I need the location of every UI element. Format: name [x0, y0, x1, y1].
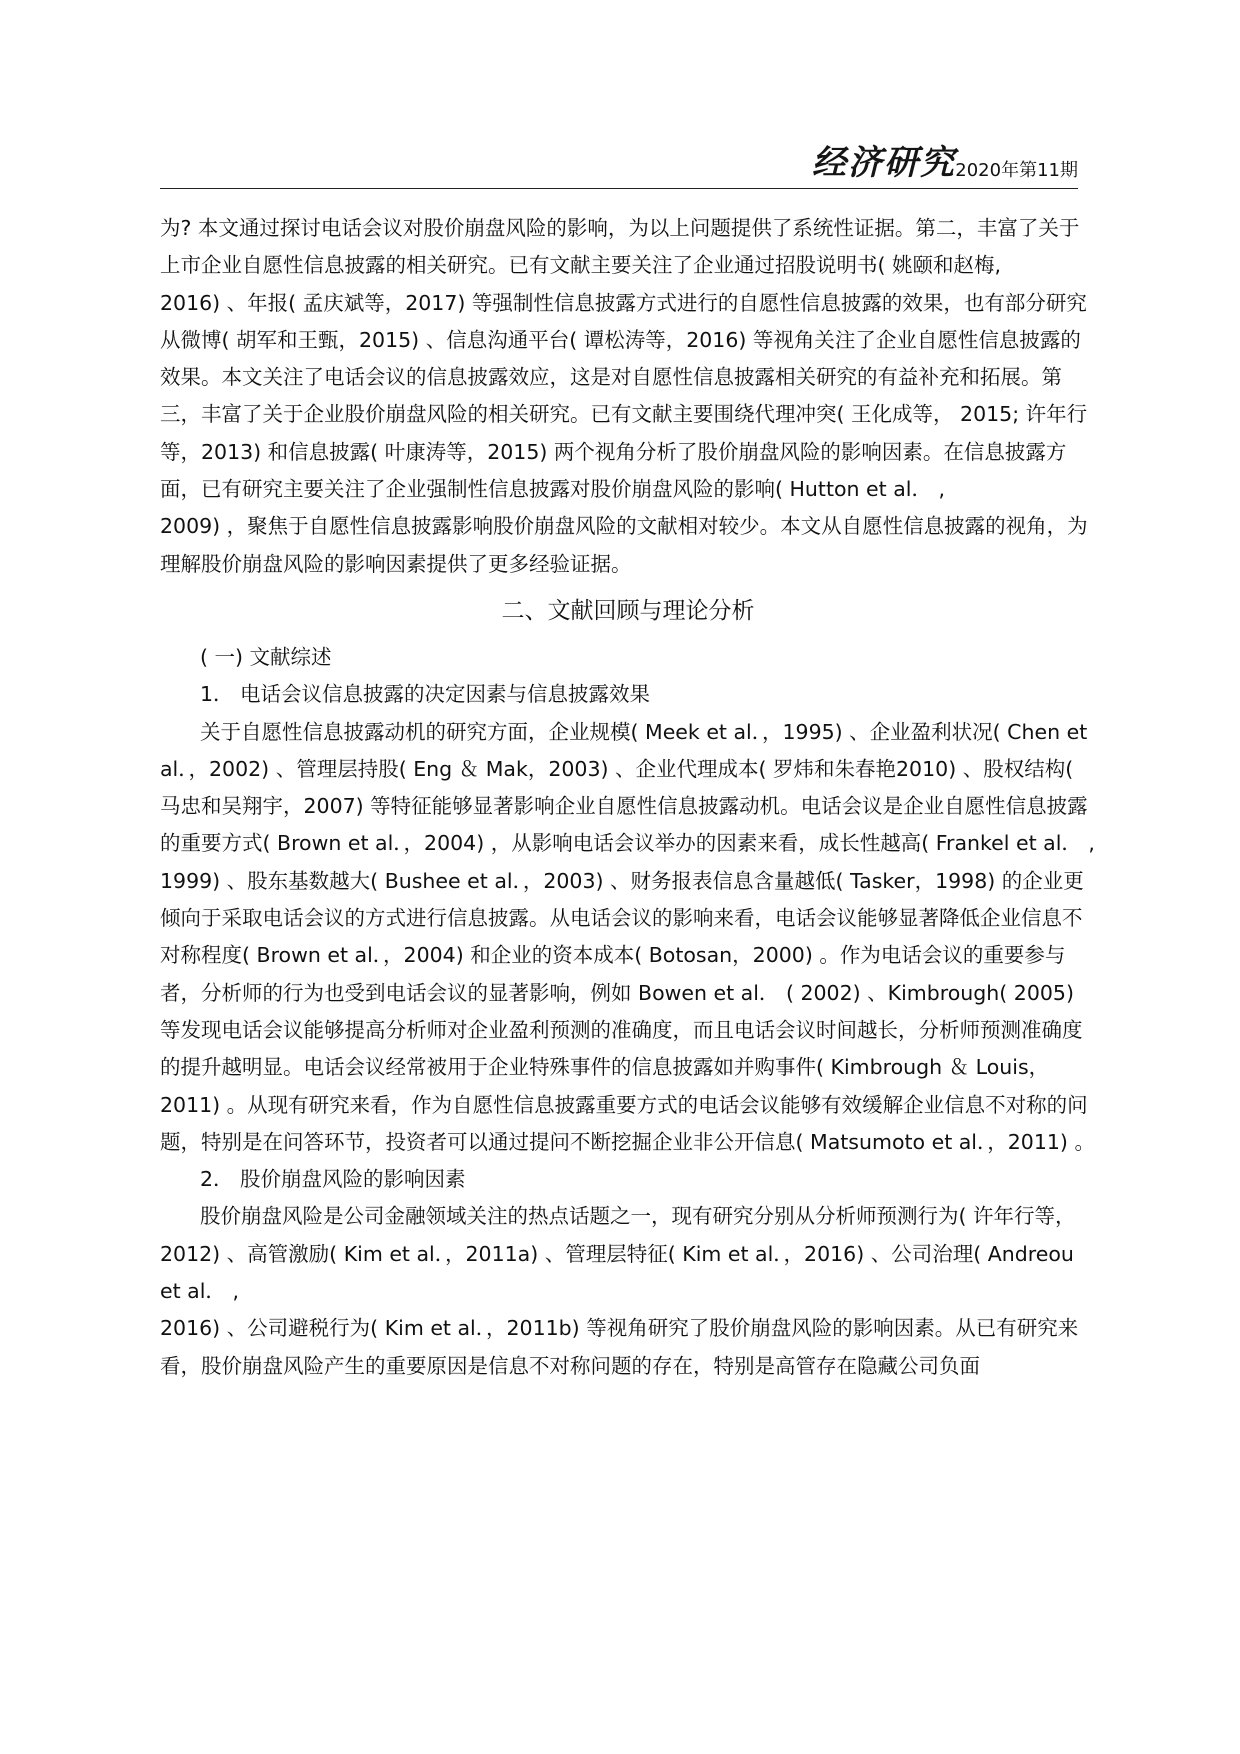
- subsection-title: ( 一) 文献综述: [200, 644, 332, 669]
- paragraph: 1999) 、股东基数越大( Bushee et al．，2003) 、财务报表信息含量越低( Tasker，1998) 的企业更倾向于采取电话会议的方式进行信息披露。从电话会议的影响来看，电话会议能够显著降低企业信息不对称程度( Brown et al．，2004) 和企业的资本成本( Botosan，2000) 。作为电话会议的重要参与者，分析师的行为也受到电话会议的显著影响，例如 Bowen et al． ( 2002) 、Kimbrough( 2005) 等发现电话会议能够提高分析师对企业盈利预测的准确度，而且电话会议时间越长，分析师预测准确度的提升越明显。电话会议经常被用于企业特殊事件的信息披露如并购事件( Kimbrough ＆ Louis，2011) 。从现有研究来看，作为自愿性信息披露重要方式的电话会议能够有效缓解企业信息不对称的问题，特别是在问答环节，投资者可以通过提问不断挖掘企业非公开信息( Matsumoto et al．，2011) 。: [160, 868, 1095, 1154]
- paragraph: 2016) 、年报( 孟庆斌等，2017) 等强制性信息披露方式进行的自愿性信息披露的效果，也有部分研究从微博( 胡军和王甄，2015) 、信息沟通平台( 谭松涛等，2016) 等视角关注了企业自愿性信息披露的效果。本文关注了电话会议的信息披露效应，这是对自愿性信息披露相关研究的有益补充和拓展。第三，丰富了关于企业股价崩盘风险的相关研究。已有文献主要围绕代理冲突( 王化成等， 2015; 许年行等，2013) 和信息披露( 叶康涛等，2015) 两个视角分析了股价崩盘风险的影响因素。在信息披露方面，已有研究主要关注了企业强制性信息披露对股价崩盘风险的影响( Hutton et al． ,: [160, 290, 1088, 502]
- journal-logo: 经济研究: [812, 143, 956, 183]
- page-header: [160, 143, 1078, 189]
- sub2-title: 2． 股价崩盘风险的影响因素: [200, 1167, 466, 1192]
- sub1-title: 1． 电话会议信息披露的决定因素与信息披露效果: [200, 682, 651, 707]
- paragraph: 2016) 、公司避税行为( Kim et al．，2011b) 等视角研究了股价崩盘风险的影响因素。从已有研究来看，股价崩盘风险产生的重要原因是信息不对称问题的存在，特别是高管存在隐藏公司负面: [160, 1316, 1079, 1378]
- article-body: [160, 210, 1096, 1385]
- paragraph: 2009) ，聚焦于自愿性信息披露影响股价崩盘风险的文献相对较少。本文从自愿性信息披露的视角，为理解股价崩盘风险的影响因素提供了更多经验证据。: [160, 514, 1088, 576]
- paragraph: 关于自愿性信息披露动机的研究方面，企业规模( Meek et al．，1995) 、企业盈利状况( Chen et al．，2002) 、管理层持股( Eng ＆ Mak，2003) 、企业代理成本( 罗炜和朱春艳2010) 、股权结构( 马忠和吴翔宇，2007) 等特征能够显著影响企业自愿性信息披露动机。电话会议是企业自愿性信息披露的重要方式( Brown et al．，2004) ，从影响电话会议举办的因素来看，成长性越高( Frankel et al． ,: [160, 719, 1095, 856]
- section-title: 二、文献回顾与理论分析: [501, 597, 755, 624]
- paragraph: 为? 本文通过探讨电话会议对股价崩盘风险的影响，为以上问题提供了系统性证据。第二，丰富了关于上市企业自愿性信息披露的相关研究。已有文献主要关注了企业通过招股说明书( 姚颐和赵梅,: [160, 216, 1080, 278]
- paragraph: 股价崩盘风险是公司金融领域关注的热点话题之一，现有研究分别从分析师预测行为( 许年行等，2012) 、高管激励( Kim et al．，2011a) 、管理层特征( Kim et al．，2016) 、公司治理( Andreou et al． ,: [160, 1204, 1076, 1304]
- issue-label: 2020年第11期: [955, 160, 1078, 181]
